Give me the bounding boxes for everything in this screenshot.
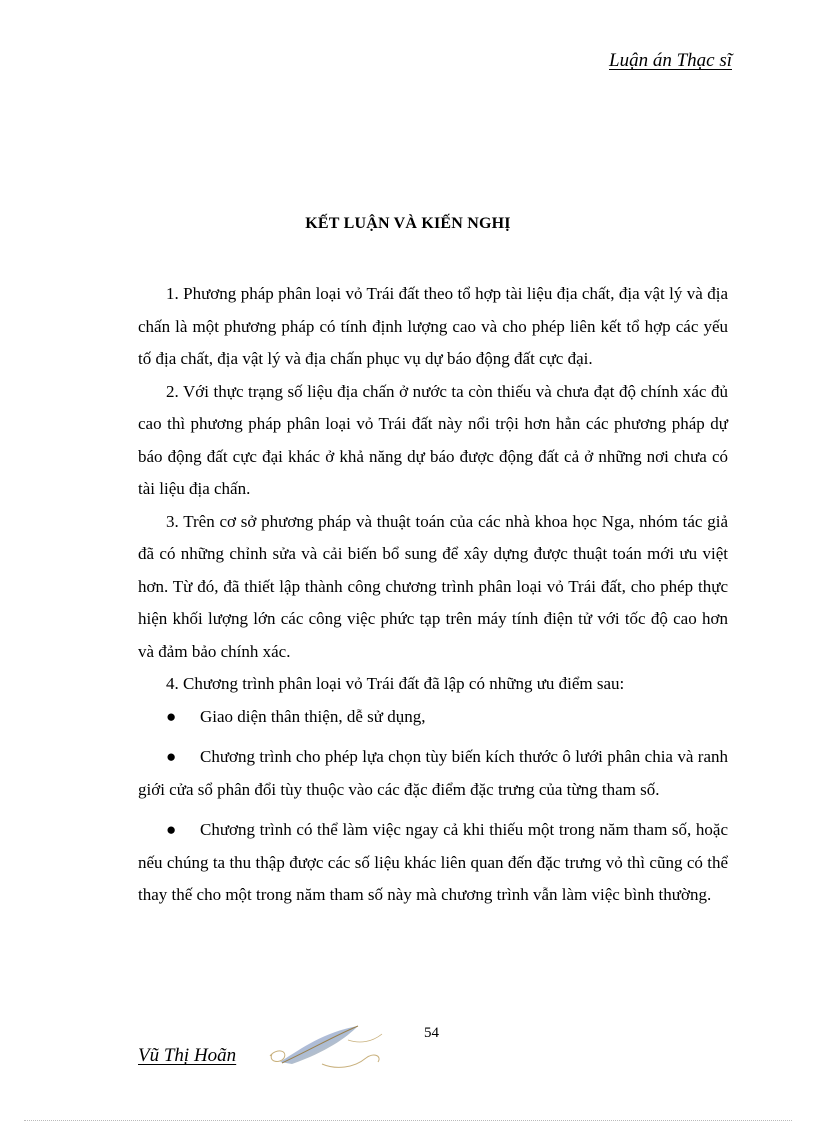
bullet-item-1 <box>138 701 728 734</box>
body-text <box>138 278 728 912</box>
footer-author-name: Vũ Thị Hoãn <box>138 1045 237 1066</box>
bullet-text: Giao diện thân thiện, dễ sử dụng, <box>200 706 426 726</box>
bullet-text: Chương trình có thể làm việc ngay cả khi thiếu một trong năm tham số, hoặc nếu chúng ta thu thập được các số liệu khác liên quan đến đặc trưng vỏ thì cũng có thể thay thế cho một trong năm tham số này mà chương trình vẫn làm việc bình thường. <box>138 820 728 904</box>
paragraph-1: 1. Phương pháp phân loại vỏ Trái đất theo tổ hợp tài liệu địa chất, địa vật lý và địa chấn là một phương pháp có tính định lượng cao và cho phép liên kết tổ hợp các yếu tố địa chất, địa vật lý và địa chấn phục vụ dự báo động đất cực đại. <box>138 284 728 368</box>
bullet-text: Chương trình cho phép lựa chọn tùy biến kích thước ô lưới phân chia và ranh giới cửa sổ phân đổi tùy thuộc vào các đặc điểm đặc trưng của từng tham số. <box>138 747 728 799</box>
header-thesis-label: Luận án Thạc sĩ <box>609 50 732 71</box>
bullet-item-3 <box>138 814 728 912</box>
bullet-icon: ● <box>166 820 177 839</box>
paragraph-4: 4. Chương trình phân loại vỏ Trái đất đã lập có những ưu điểm sau: <box>166 674 625 693</box>
bullet-icon: ● <box>166 706 177 726</box>
footer-divider <box>24 1120 792 1121</box>
bullet-item-2 <box>138 741 728 806</box>
paragraph-3: 3. Trên cơ sở phương pháp và thuật toán của các nhà khoa học Nga, nhóm tác giả đã có những chỉnh sửa và cải biến bổ sung để xây dựng được thuật toán mới ưu việt hơn. Từ đó, đã thiết lập thành công chương trình phân loại vỏ Trái đất, cho phép thực hiện khối lượng lớn các công việc phức tạp trên máy tính điện tử với tốc độ cao hơn và đảm bảo chính xác. <box>138 511 728 661</box>
page-number: 54 <box>424 1025 439 1041</box>
paragraph-2: 2. Với thực trạng số liệu địa chấn ở nước ta còn thiếu và chưa đạt độ chính xác đủ cao thì phương pháp phân loại vỏ Trái đất này nổi trội hơn hẳn các phương pháp dự báo động đất cực đại khác ở khả năng dự báo được động đất cả ở những nơi chưa có tài liệu địa chấn. <box>138 381 728 498</box>
section-title: KẾT LUẬN VÀ KIẾN NGHỊ <box>305 215 511 232</box>
decorative-feather-icon <box>262 1018 390 1074</box>
bullet-icon: ● <box>166 747 177 766</box>
